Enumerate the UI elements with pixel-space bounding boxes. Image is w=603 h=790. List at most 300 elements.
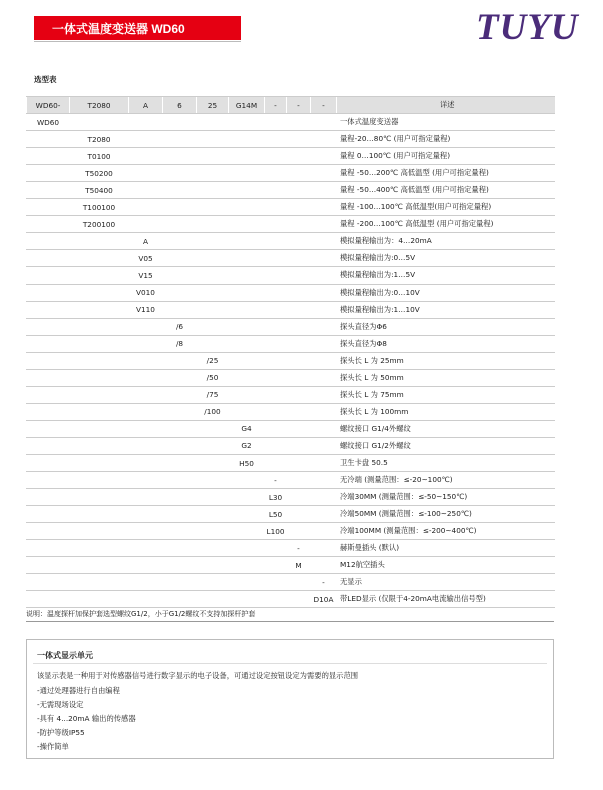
- code-cell: [70, 403, 129, 420]
- code-cell: [27, 284, 70, 301]
- code-cell: [129, 420, 163, 437]
- code-cell: [311, 182, 337, 199]
- info-line: -无需现场设定: [37, 700, 84, 709]
- code-cell: T0100: [70, 148, 129, 165]
- code-cell: -: [287, 97, 311, 114]
- code-cell: [229, 403, 265, 420]
- code-cell: [287, 114, 311, 131]
- code-cell: [311, 369, 337, 386]
- code-cell: [265, 574, 287, 591]
- code-cell: [197, 454, 229, 471]
- code-cell: [197, 250, 229, 267]
- code-cell: [27, 523, 70, 540]
- description-cell: 卫生卡盘 50.5: [337, 454, 555, 471]
- code-cell: [163, 216, 197, 233]
- table-row: [27, 165, 555, 182]
- info-box: [26, 639, 554, 759]
- code-cell: [197, 284, 229, 301]
- code-cell: [287, 386, 311, 403]
- table-row: [27, 250, 555, 267]
- code-cell: [265, 216, 287, 233]
- code-cell: [287, 148, 311, 165]
- table-row: [27, 386, 555, 403]
- code-cell: [70, 540, 129, 557]
- code-cell: [287, 420, 311, 437]
- table-row: [27, 557, 555, 574]
- section-label: 选型表: [34, 75, 57, 84]
- description-cell: 详述: [337, 97, 555, 114]
- code-cell: [70, 318, 129, 335]
- code-cell: [70, 335, 129, 352]
- description-cell: 探头长 L 为 50mm: [337, 369, 555, 386]
- code-cell: [70, 301, 129, 318]
- code-cell: [163, 454, 197, 471]
- description-cell: 量程 -200…100℃ 高低温型 (用户可指定量程): [337, 216, 555, 233]
- code-cell: [163, 489, 197, 506]
- code-cell: [229, 369, 265, 386]
- code-cell: [129, 403, 163, 420]
- code-cell: [265, 352, 287, 369]
- table-row: [27, 199, 555, 216]
- code-cell: [129, 199, 163, 216]
- code-cell: [287, 335, 311, 352]
- code-cell: [287, 131, 311, 148]
- table-row: [27, 437, 555, 454]
- code-cell: [70, 420, 129, 437]
- description-cell: 冷端50MM (测量范围：≤-100~250℃): [337, 506, 555, 523]
- code-cell: [197, 574, 229, 591]
- code-cell: [129, 131, 163, 148]
- info-title: 一体式显示单元: [37, 651, 93, 660]
- code-cell: [70, 437, 129, 454]
- code-cell: [27, 472, 70, 489]
- code-cell: [229, 386, 265, 403]
- description-cell: 量程 -50…200℃ 高低温型 (用户可指定量程): [337, 165, 555, 182]
- table-header-row: [27, 97, 555, 114]
- code-cell: [163, 165, 197, 182]
- code-cell: /100: [197, 403, 229, 420]
- code-cell: [70, 284, 129, 301]
- code-cell: [265, 557, 287, 574]
- code-cell: [197, 114, 229, 131]
- code-cell: [197, 131, 229, 148]
- code-cell: [197, 165, 229, 182]
- code-cell: [163, 182, 197, 199]
- code-cell: [163, 420, 197, 437]
- code-cell: [27, 540, 70, 557]
- code-cell: [287, 182, 311, 199]
- code-cell: [229, 352, 265, 369]
- code-cell: [27, 557, 70, 574]
- info-line: -通过处理器进行自由编程: [37, 686, 120, 695]
- code-cell: [129, 523, 163, 540]
- code-cell: [265, 591, 287, 608]
- code-cell: [311, 233, 337, 250]
- code-cell: [265, 386, 287, 403]
- code-cell: [27, 250, 70, 267]
- code-cell: [163, 250, 197, 267]
- code-cell: [70, 506, 129, 523]
- description-cell: 模拟量程输出为:1…5V: [337, 267, 555, 284]
- code-cell: [311, 216, 337, 233]
- code-cell: [129, 318, 163, 335]
- code-cell: L100: [265, 523, 287, 540]
- code-cell: [27, 386, 70, 403]
- code-cell: [27, 437, 70, 454]
- code-cell: [197, 267, 229, 284]
- code-cell: V05: [129, 250, 163, 267]
- table-row: [27, 131, 555, 148]
- code-cell: H50: [229, 454, 265, 471]
- code-cell: T200100: [70, 216, 129, 233]
- code-cell: [197, 506, 229, 523]
- code-cell: [27, 352, 70, 369]
- table-row: [27, 233, 555, 250]
- code-cell: [163, 369, 197, 386]
- code-cell: L50: [265, 506, 287, 523]
- code-cell: [129, 437, 163, 454]
- code-cell: [229, 199, 265, 216]
- code-cell: [27, 574, 70, 591]
- description-cell: 探头长 L 为 100mm: [337, 403, 555, 420]
- code-cell: [163, 131, 197, 148]
- code-cell: [287, 301, 311, 318]
- code-cell: [229, 250, 265, 267]
- code-cell: [129, 335, 163, 352]
- code-cell: [27, 301, 70, 318]
- code-cell: [129, 182, 163, 199]
- code-cell: [265, 165, 287, 182]
- code-cell: [287, 472, 311, 489]
- code-cell: T100100: [70, 199, 129, 216]
- code-cell: [311, 472, 337, 489]
- code-cell: [163, 557, 197, 574]
- code-cell: [129, 454, 163, 471]
- selection-table: [26, 96, 555, 608]
- code-cell: A: [129, 233, 163, 250]
- code-cell: [129, 472, 163, 489]
- code-cell: [27, 591, 70, 608]
- code-cell: [287, 523, 311, 540]
- code-cell: [70, 557, 129, 574]
- code-cell: [311, 318, 337, 335]
- code-cell: [163, 233, 197, 250]
- table-row: [27, 318, 555, 335]
- code-cell: [70, 352, 129, 369]
- code-cell: [129, 216, 163, 233]
- code-cell: [311, 523, 337, 540]
- code-cell: [70, 250, 129, 267]
- code-cell: [197, 335, 229, 352]
- code-cell: [27, 182, 70, 199]
- code-cell: [27, 216, 70, 233]
- code-cell: [229, 318, 265, 335]
- code-cell: WD60: [27, 114, 70, 131]
- code-cell: [27, 131, 70, 148]
- code-cell: [287, 403, 311, 420]
- description-cell: 无显示: [337, 574, 555, 591]
- code-cell: [129, 540, 163, 557]
- code-cell: [265, 182, 287, 199]
- code-cell: [229, 301, 265, 318]
- code-cell: [229, 540, 265, 557]
- code-cell: [229, 114, 265, 131]
- table-row: [27, 454, 555, 471]
- code-cell: [229, 523, 265, 540]
- table-row: [27, 420, 555, 437]
- code-cell: [163, 523, 197, 540]
- table-row: [27, 182, 555, 199]
- code-cell: [27, 454, 70, 471]
- code-cell: [265, 148, 287, 165]
- code-cell: [311, 335, 337, 352]
- code-cell: 6: [163, 97, 197, 114]
- code-cell: [27, 506, 70, 523]
- code-cell: [163, 506, 197, 523]
- code-cell: [27, 403, 70, 420]
- code-cell: [229, 472, 265, 489]
- code-cell: [197, 540, 229, 557]
- code-cell: T2080: [70, 131, 129, 148]
- table-row: [27, 301, 555, 318]
- table-row: [27, 216, 555, 233]
- code-cell: /50: [197, 369, 229, 386]
- code-cell: [129, 148, 163, 165]
- code-cell: [27, 199, 70, 216]
- code-cell: V010: [129, 284, 163, 301]
- code-cell: [70, 369, 129, 386]
- table-row: [27, 574, 555, 591]
- code-cell: [287, 199, 311, 216]
- description-cell: 无冷端 (测量范围：≤-20~100℃): [337, 472, 555, 489]
- code-cell: [287, 250, 311, 267]
- code-cell: [311, 489, 337, 506]
- code-cell: [311, 131, 337, 148]
- table-row: [27, 284, 555, 301]
- code-cell: [287, 454, 311, 471]
- code-cell: [229, 557, 265, 574]
- description-cell: 探头直径为Φ6: [337, 318, 555, 335]
- code-cell: [197, 591, 229, 608]
- code-cell: [229, 233, 265, 250]
- description-cell: 探头直径为Φ8: [337, 335, 555, 352]
- code-cell: /75: [197, 386, 229, 403]
- code-cell: [197, 437, 229, 454]
- table-row: [27, 523, 555, 540]
- code-cell: [70, 523, 129, 540]
- code-cell: [311, 165, 337, 182]
- code-cell: -: [311, 574, 337, 591]
- code-cell: [311, 199, 337, 216]
- code-cell: [265, 335, 287, 352]
- description-cell: 冷端30MM (测量范围：≤-50~150℃): [337, 489, 555, 506]
- code-cell: [265, 131, 287, 148]
- code-cell: [287, 352, 311, 369]
- info-line: -具有 4...20mA 输出的传感器: [37, 714, 136, 723]
- code-cell: [311, 386, 337, 403]
- code-cell: [311, 114, 337, 131]
- code-cell: [27, 165, 70, 182]
- code-cell: [70, 591, 129, 608]
- code-cell: [129, 591, 163, 608]
- code-cell: L30: [265, 489, 287, 506]
- code-cell: /8: [163, 335, 197, 352]
- info-line: 该显示表是一种用于对传感器信号进行数字显示的电子设备，可通过设定按钮设定为需要的显示范围: [37, 671, 359, 680]
- code-cell: [287, 369, 311, 386]
- code-cell: [287, 591, 311, 608]
- code-cell: [197, 420, 229, 437]
- description-cell: 模拟量程输出为:0…10V: [337, 284, 555, 301]
- code-cell: [197, 216, 229, 233]
- code-cell: G4: [229, 420, 265, 437]
- code-cell: [27, 267, 70, 284]
- table-row: [27, 489, 555, 506]
- description-cell: 赫斯曼插头 (默认): [337, 540, 555, 557]
- code-cell: [70, 574, 129, 591]
- page-title: 一体式温度变送器 WD60: [52, 22, 185, 36]
- code-cell: [129, 506, 163, 523]
- code-cell: [287, 284, 311, 301]
- code-cell: [163, 386, 197, 403]
- table-row: [27, 148, 555, 165]
- code-cell: [229, 489, 265, 506]
- divider: [26, 621, 554, 622]
- table-row: [27, 114, 555, 131]
- code-cell: [70, 454, 129, 471]
- code-cell: -: [265, 97, 287, 114]
- code-cell: [229, 267, 265, 284]
- code-cell: [287, 267, 311, 284]
- code-cell: [311, 284, 337, 301]
- code-cell: [311, 301, 337, 318]
- code-cell: [311, 420, 337, 437]
- code-cell: [265, 250, 287, 267]
- header-underline: [34, 41, 241, 42]
- code-cell: [197, 233, 229, 250]
- code-cell: [163, 403, 197, 420]
- code-cell: [265, 420, 287, 437]
- code-cell: [287, 506, 311, 523]
- table-row: [27, 472, 555, 489]
- code-cell: [265, 301, 287, 318]
- code-cell: [163, 540, 197, 557]
- brand-logo: TUYU: [476, 7, 579, 48]
- code-cell: [265, 403, 287, 420]
- code-cell: [311, 352, 337, 369]
- code-cell: [265, 454, 287, 471]
- code-cell: T50400: [70, 182, 129, 199]
- code-cell: [265, 233, 287, 250]
- code-cell: [265, 369, 287, 386]
- code-cell: [70, 472, 129, 489]
- code-cell: /6: [163, 318, 197, 335]
- code-cell: [129, 369, 163, 386]
- code-cell: WD60-: [27, 97, 70, 114]
- code-cell: T50200: [70, 165, 129, 182]
- code-cell: [311, 403, 337, 420]
- code-cell: [229, 506, 265, 523]
- code-cell: [311, 267, 337, 284]
- code-cell: A: [129, 97, 163, 114]
- code-cell: [27, 420, 70, 437]
- code-cell: [287, 489, 311, 506]
- code-cell: [129, 489, 163, 506]
- description-cell: 量程 0…100℃ (用户可指定量程): [337, 148, 555, 165]
- code-cell: [70, 489, 129, 506]
- code-cell: [311, 557, 337, 574]
- code-cell: [197, 489, 229, 506]
- code-cell: 25: [197, 97, 229, 114]
- code-cell: [27, 335, 70, 352]
- code-cell: [27, 318, 70, 335]
- code-cell: [70, 233, 129, 250]
- info-divider: [33, 663, 547, 664]
- table-row: [27, 506, 555, 523]
- description-cell: 螺纹接口 G1/4外螺纹: [337, 420, 555, 437]
- description-cell: 模拟量程输出为:0…5V: [337, 250, 555, 267]
- code-cell: [287, 574, 311, 591]
- description-cell: 量程 -50…400℃ 高低温型 (用户可指定量程): [337, 182, 555, 199]
- table-row: [27, 267, 555, 284]
- info-line: -操作简单: [37, 742, 69, 751]
- table-row: [27, 403, 555, 420]
- code-cell: [163, 472, 197, 489]
- description-cell: 冷端100MM (测量范围：≤-200~400℃): [337, 523, 555, 540]
- code-cell: [70, 386, 129, 403]
- code-cell: T2080: [70, 97, 129, 114]
- description-cell: 探头长 L 为 75mm: [337, 386, 555, 403]
- code-cell: [265, 437, 287, 454]
- table-row: [27, 369, 555, 386]
- code-cell: [265, 540, 287, 557]
- code-cell: [229, 216, 265, 233]
- code-cell: [229, 131, 265, 148]
- code-cell: [229, 165, 265, 182]
- code-cell: G2: [229, 437, 265, 454]
- code-cell: -: [287, 540, 311, 557]
- code-cell: V15: [129, 267, 163, 284]
- code-cell: [311, 506, 337, 523]
- info-line: -防护等级IP55: [37, 728, 85, 737]
- code-cell: [197, 199, 229, 216]
- code-cell: [163, 301, 197, 318]
- code-cell: [311, 437, 337, 454]
- code-cell: [229, 574, 265, 591]
- code-cell: [229, 335, 265, 352]
- code-cell: [197, 182, 229, 199]
- code-cell: [129, 386, 163, 403]
- code-cell: [163, 352, 197, 369]
- code-cell: -: [265, 472, 287, 489]
- description-cell: M12航空插头: [337, 557, 555, 574]
- code-cell: [229, 591, 265, 608]
- code-cell: [287, 216, 311, 233]
- code-cell: [265, 199, 287, 216]
- code-cell: [311, 454, 337, 471]
- code-cell: [163, 199, 197, 216]
- description-cell: 带LED显示 (仅限于4-20mA电流输出信号型): [337, 591, 555, 608]
- description-cell: 量程-20…80℃ (用户可指定量程): [337, 131, 555, 148]
- table-row: [27, 591, 555, 608]
- code-cell: [265, 318, 287, 335]
- code-cell: [197, 523, 229, 540]
- description-cell: 螺纹接口 G1/2外螺纹: [337, 437, 555, 454]
- table-row: [27, 540, 555, 557]
- code-cell: [27, 369, 70, 386]
- table-row: [27, 352, 555, 369]
- code-cell: [311, 540, 337, 557]
- code-cell: M: [287, 557, 311, 574]
